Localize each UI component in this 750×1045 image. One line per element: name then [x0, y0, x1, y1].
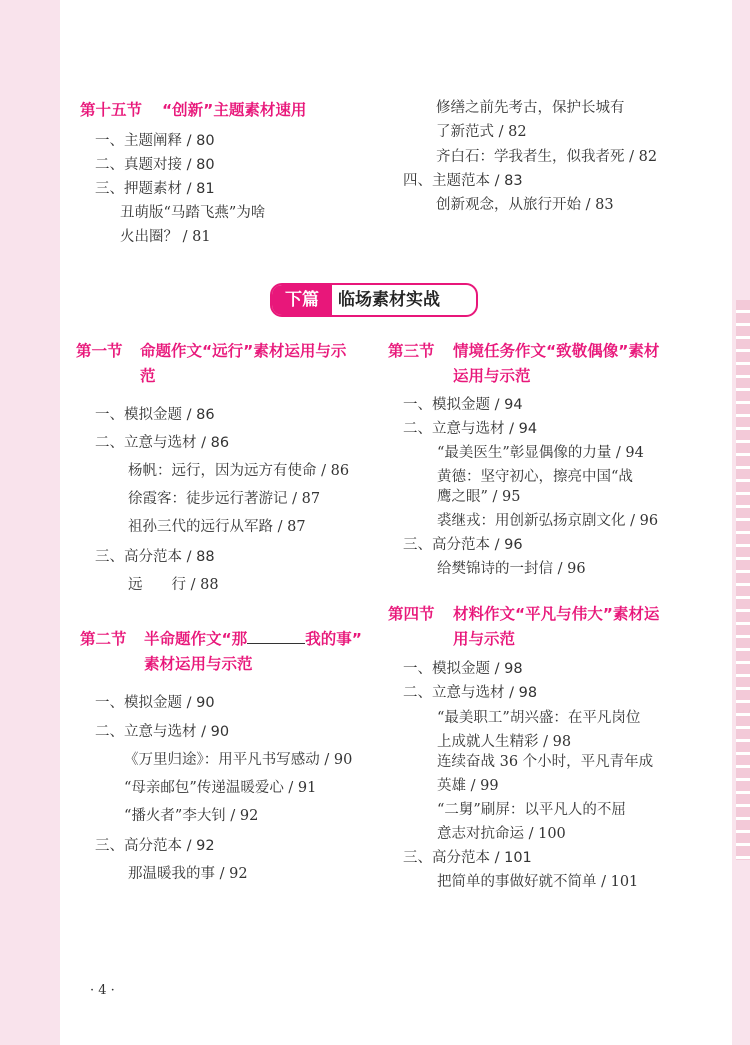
section-title-1	[76, 339, 366, 391]
section-heading-line2: 素材运用与示范	[144, 655, 253, 673]
banner-part-label: 下篇	[272, 285, 332, 315]
section-number: 第十五节	[80, 101, 143, 119]
toc-subentry[interactable]: 创新观念，从旅行开始 / 83	[436, 197, 614, 213]
section-heading: 材料作文“平凡与伟大”素材运用与示范	[453, 605, 660, 648]
toc-subentry[interactable]: 意志对抗命运 / 100	[437, 826, 566, 842]
toc-entry[interactable]: 二、真题对接 / 80	[95, 157, 215, 173]
section-title-2	[80, 627, 380, 679]
toc-subentry[interactable]: “最美医生”彰显偶像的力量 / 94	[437, 445, 644, 461]
toc-subentry[interactable]: 火出圈？ / 81	[120, 229, 211, 245]
toc-subentry[interactable]: 了新范式 / 82	[436, 124, 527, 140]
toc-subentry[interactable]: 英雄 / 99	[437, 778, 499, 794]
toc-subentry[interactable]: 把简单的事做好就不简单 / 101	[437, 874, 639, 890]
section-heading: 情境任务作文“致敬偶像”素材运用与示范	[453, 342, 660, 385]
toc-entry[interactable]: 三、高分范本 / 101	[403, 850, 532, 866]
toc-subentry[interactable]: 徐霞客：徒步远行著游记 / 87	[128, 491, 321, 507]
toc-entry[interactable]: 三、押题素材 / 81	[95, 181, 215, 197]
toc-subentry[interactable]: “最美职工”胡兴盛：在平凡岗位	[437, 710, 641, 726]
section-title-4	[388, 602, 688, 654]
toc-subentry[interactable]: 裘继戎：用创新弘扬京剧文化 / 96	[437, 513, 659, 529]
toc-subentry[interactable]: “二舅”刷屏：以平凡人的不屈	[437, 802, 626, 818]
toc-subentry[interactable]: 那温暖我的事 / 92	[128, 866, 248, 882]
toc-subentry[interactable]: 修缮之前先考古，保护长城有	[436, 100, 625, 116]
section-number: 第一节	[76, 342, 123, 360]
toc-entry[interactable]: 一、主题阐释 / 80	[95, 133, 215, 149]
toc-entry[interactable]: 三、高分范本 / 88	[95, 549, 215, 565]
part-banner	[270, 283, 478, 317]
toc-entry[interactable]: 一、模拟金题 / 94	[403, 397, 523, 413]
section-title-3	[388, 339, 688, 391]
section-heading-part: 半命题作文“那	[144, 630, 248, 648]
toc-entry[interactable]: 一、模拟金题 / 98	[403, 661, 523, 677]
banner-part-title: 临场素材实战	[338, 290, 440, 310]
toc-subentry[interactable]: “母亲邮包”传递温暖爱心 / 91	[124, 780, 317, 796]
page-edge-stripes	[736, 300, 750, 860]
toc-subentry[interactable]: 连续奋战 36 个小时，平凡青年成	[437, 754, 654, 770]
toc-entry[interactable]: 一、模拟金题 / 86	[95, 407, 215, 423]
toc-subentry[interactable]: 上成就人生精彩 / 98	[437, 734, 572, 750]
toc-subentry[interactable]: 齐白石：学我者生，似我者死 / 82	[436, 149, 658, 165]
section-heading	[144, 627, 362, 652]
toc-entry[interactable]: 四、主题范本 / 83	[403, 173, 523, 189]
toc-subentry[interactable]: 给樊锦诗的一封信 / 96	[437, 561, 586, 577]
toc-subentry[interactable]: 黄德：坚守初心，擦亮中国“战	[437, 469, 633, 485]
toc-subentry[interactable]: 杨帆：远行，因为远方有使命 / 86	[128, 463, 350, 479]
toc-entry[interactable]: 三、高分范本 / 96	[403, 537, 523, 553]
section-heading: “创新”主题素材速用	[162, 101, 307, 119]
toc-entry[interactable]: 一、模拟金题 / 90	[95, 695, 215, 711]
section-heading-part: 我的事”	[305, 630, 362, 648]
toc-subentry[interactable]: 鹰之眼” / 95	[437, 489, 521, 505]
toc-subentry[interactable]: 《万里归途》：用平凡书写感动 / 90	[124, 752, 353, 768]
toc-subentry[interactable]: 祖孙三代的远行从军路 / 87	[128, 519, 306, 535]
toc-entry[interactable]: 二、立意与选材 / 94	[403, 421, 538, 437]
section-number: 第三节	[388, 342, 435, 360]
toc-entry[interactable]: 二、立意与选材 / 98	[403, 685, 538, 701]
page-number: · 4 ·	[90, 983, 115, 998]
toc-entry[interactable]: 三、高分范本 / 92	[95, 838, 215, 854]
section-heading: 命题作文“远行”素材运用与示范	[140, 342, 347, 385]
blank-underline	[247, 629, 305, 644]
section-number: 第二节	[80, 630, 127, 648]
toc-entry[interactable]: 二、立意与选材 / 90	[95, 724, 230, 740]
toc-entry[interactable]: 二、立意与选材 / 86	[95, 435, 230, 451]
toc-subentry[interactable]: “播火者”李大钊 / 92	[124, 808, 259, 824]
section-number: 第四节	[388, 605, 435, 623]
toc-subentry[interactable]: 丑萌版“马踏飞燕”为啥	[120, 205, 266, 221]
toc-subentry[interactable]: 远 行 / 88	[128, 577, 219, 593]
